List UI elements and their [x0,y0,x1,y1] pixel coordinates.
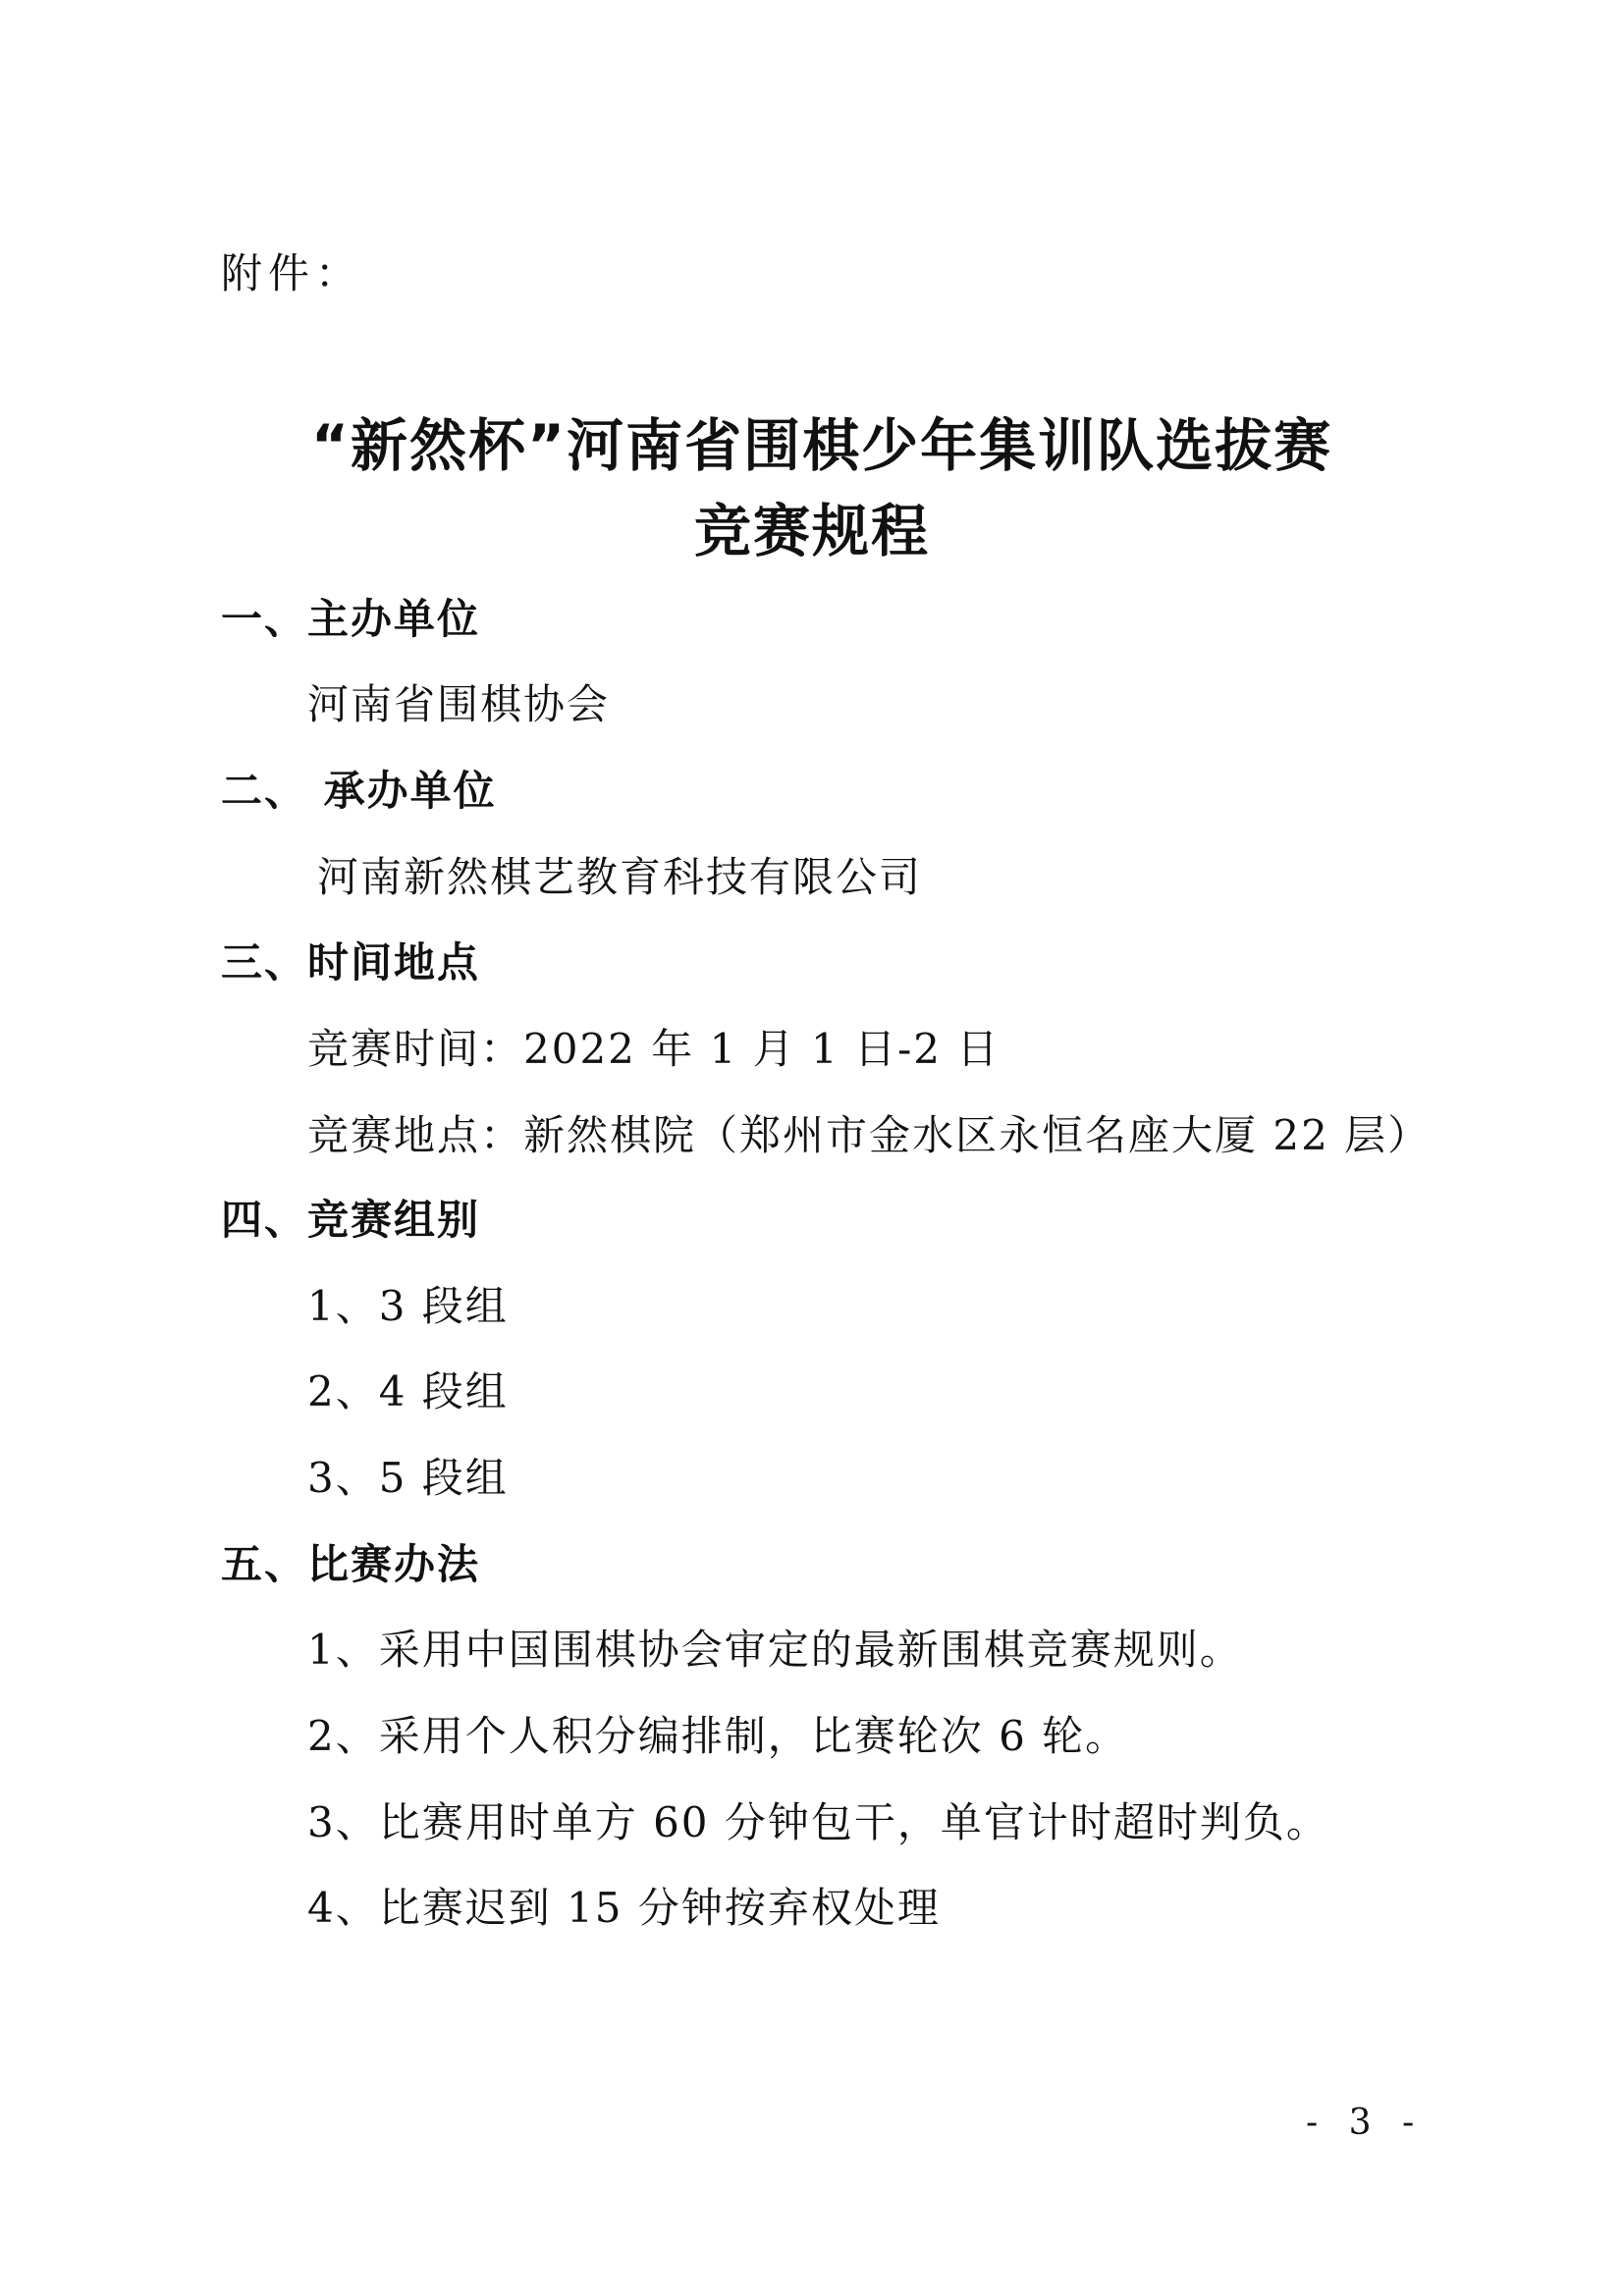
section-heading-organizer: 一、主办单位 [221,595,481,643]
section-heading-groups: 四、竞赛组别 [221,1196,481,1244]
page-number: - 3 - [1306,2103,1425,2143]
rule-item: 3、比赛用时单方 60 分钟包干，单官计时超时判负。 [307,1798,1329,1846]
organizer-content: 河南省围棋协会 [307,680,611,728]
group-item: 2、4 段组 [307,1367,509,1415]
group-item: 3、5 段组 [307,1454,509,1502]
competition-time: 竞赛时间：2022 年 1 月 1 日-2 日 [307,1025,1001,1073]
competition-place: 竞赛地点：新然棋院（郑州市金水区永恒名座大厦 22 层） [307,1111,1432,1159]
attachment-label: 附件： [221,249,363,297]
document-title-line-2: 竞赛规程 [693,498,930,564]
section-heading-host: 二、 承办单位 [221,767,497,815]
document-title-line-1: “新然杯”河南省围棋少年集训队选拔赛 [310,412,1333,479]
host-content: 河南新然棋艺教育科技有限公司 [317,853,923,901]
rule-item: 2、采用个人积分编排制，比赛轮次 6 轮。 [307,1712,1129,1760]
group-item: 1、3 段组 [307,1282,509,1330]
section-heading-time-place: 三、时间地点 [221,938,481,987]
rule-item: 1、采用中国围棋协会审定的最新围棋竞赛规则。 [307,1626,1243,1674]
rule-item: 4、比赛迟到 15 分钟按弃权处理 [307,1884,941,1932]
section-heading-rules: 五、比赛办法 [221,1540,481,1588]
